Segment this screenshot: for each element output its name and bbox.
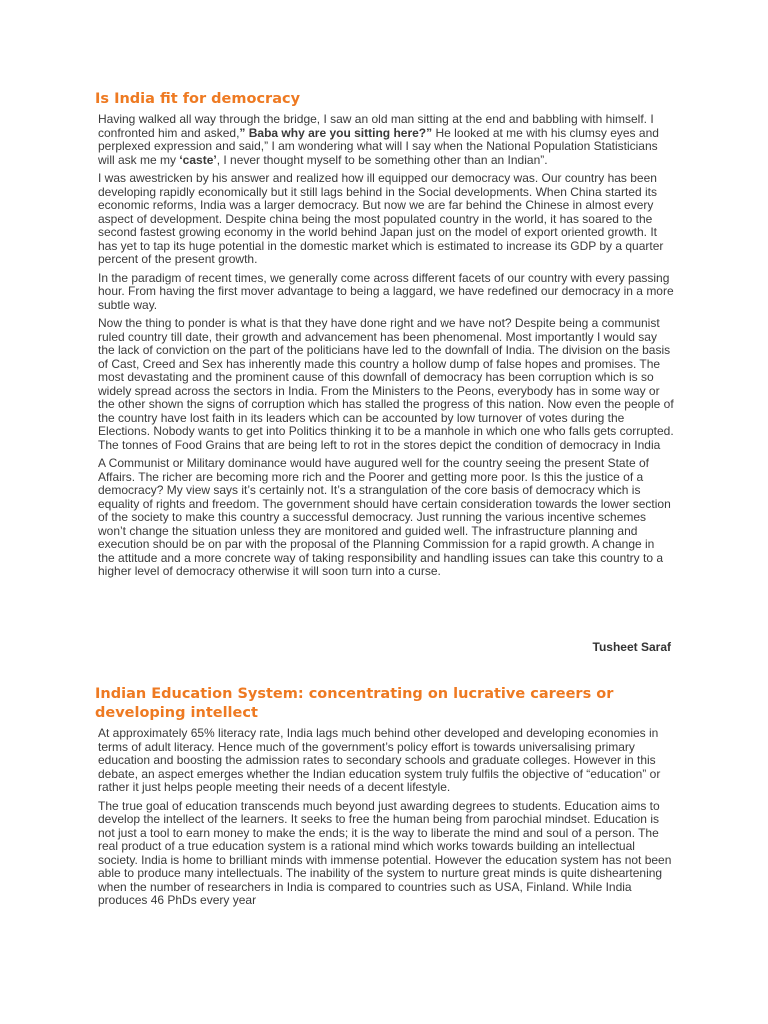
- article-title: Indian Education System: concentrating on lucrative careers or developing intellect: [95, 686, 614, 721]
- paragraph: At approximately 65% literacy rate, India lags much behind other developed and developing economies in terms of adult literacy. Hence much of the government’s policy effort is towards universalising primary education and boosting the admission rates to secondary schools and graduate colleges. However in this debate, an aspect emerges whether the Indian education system truly fulfils the objective of “education” or rather it just helps people meeting their needs of a decent lifestyle.: [98, 726, 661, 794]
- quoted-question: ” Baba why are you sitting here?”: [239, 125, 433, 140]
- author-name: Tusheet Saraf: [592, 640, 671, 654]
- paragraph: In the paradigm of recent times, we generally come across different facets of our country with every passing hour. From having the first mover advantage to being a laggard, we have redefined our democracy in a more subtle way.: [98, 270, 674, 312]
- text-run: He looked at me with his clumsy eyes and perplexed expression and said,” I am wondering what will I say when the National Population Statisticians will ask me my: [98, 125, 659, 167]
- paragraph: [98, 113, 674, 167]
- paragraph: A Communist or Military dominance would have augured well for the country seeing the present State of Affairs. The richer are becoming more rich and the Poorer and getting more poor. Is this the justice of a democracy? My view says it’s certainly not. It’s a strangulation of the core basis of democracy which is equality of rights and freedom. The government should have certain consideration towards the lower section of the society to make this country a successful democracy. Just running the various incentive schemes won’t change the situation unless they are monitored and guided well. The infrastructure planning and execution should be on par with the proposal of the Planning Commission for a rapid growth. A change in the attitude and a more concrete way of taking responsibility and handling issues can take this country to a higher level of democracy otherwise it will soon turn into a curse.: [98, 456, 671, 578]
- paragraph: I was awestricken by his answer and realized how ill equipped our democracy was. Our country has been developing rapidly economically but it still lags behind in the Social developments. When China started its economic reforms, India was a larger democracy. But now we are far behind the Chinese in almost every aspect of development. Despite china being the most populated country in the world, it has soared to the second fastest growing economy in the world behind Japan just on the model of export oriented growth. It has yet to tap its huge potential in the domestic market which is estimated to increase its GDP by a quarter percent of the present growth.: [98, 171, 664, 266]
- article-body: [98, 727, 674, 913]
- article-body: [98, 113, 674, 584]
- article-title: Is India fit for democracy: [95, 91, 301, 107]
- paragraph: The true goal of education transcends much beyond just awarding degrees to students. Education aims to develop the intellect of the learners. It seeks to free the human being from parochial mindset. Education is not just a tool to earn money to make the ends; it is the way to liberate the mind and soul of a person. The real product of a true education system is a rational mind which works towards building an intellectual society. India is home to brilliant minds with immense potential. However the education system has not been able to produce many intellectuals. The inability of the system to nurture great minds is quite disheartening when the number of researchers in India is compared to countries such as USA, Finland. While India produces 46 PhDs every year: [98, 798, 672, 907]
- text-run: , I never thought myself to be something other than an Indian”.: [216, 152, 548, 167]
- text-run: Having walked all way through the bridge, I saw an old man sitting at the end and babbling with himself. I confronted him and asked,: [98, 112, 654, 140]
- emphasized-word: ‘caste’: [179, 152, 217, 167]
- paragraph: Now the thing to ponder is what is that they have done right and we have not? Despite being a communist ruled country till date, their growth and advancement has been phenomenal. Most importantly I would say the lack of conviction on the part of the politicians have led to the downfall of India. The division on the basis of Cast, Creed and Sex has inherently made this country a hollow dump of false hopes and promises. The most devastating and the prominent cause of this downfall of democracy has been corruption which is so widely spread across the sectors in India. From the Ministers to the Peons, everybody has in some way or the other shown the signs of corruption which has stalled the progress of this nation. Now even the people of the country have lost faith in its leaders which can be accounted by low turnover of votes during the Elections. Nobody wants to get into Politics thinking it to be a manhole in which one who falls gets corrupted. The tonnes of Food Grains that are being left to rot in the stores depict the condition of democracy in India: [98, 316, 674, 452]
